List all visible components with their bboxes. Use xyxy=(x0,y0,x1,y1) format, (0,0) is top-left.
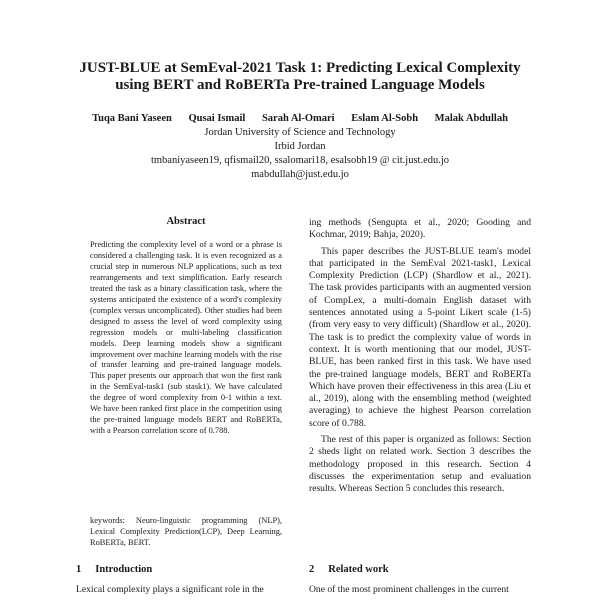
affiliation: Jordan University of Science and Technology xyxy=(204,127,396,138)
title-line-2: using BERT and RoBERTa Pre-trained Language Models xyxy=(115,77,485,93)
related-work-text: One of the most prominent challenges in the current xyxy=(309,584,509,595)
emails-line-2: mabdullah@just.edu.jo xyxy=(251,169,349,180)
author-list xyxy=(40,112,560,125)
section-number: 2 xyxy=(309,564,315,575)
section-number: 1 xyxy=(76,564,82,575)
section-heading-introduction xyxy=(76,564,152,575)
continuation-text: ing methods (Sengupta et al., 2020; Gooding and Kochmar, 2019; Bahja, 2020). xyxy=(309,217,531,241)
author: Tuqa Bani Yaseen xyxy=(92,113,172,124)
author: Malak Abdullah xyxy=(434,113,508,124)
paragraph: The rest of this paper is organized as follows: Section 2 sheds light on related work. Section 3 describes the methodology proposed in this research. Section 4 discusses the experimentation setup and evaluation results. Whereas Section 5 concludes this research. xyxy=(309,434,531,495)
title-line-1: JUST-BLUE at SemEval-2021 Task 1: Predicting Lexical Complexity xyxy=(79,60,521,76)
paper-title xyxy=(60,60,540,94)
author: Eslam Al-Sobh xyxy=(351,113,419,124)
emails-line-1: tmbaniyaseen19, qfismail20, ssalomari18, esalsobh19 @ cit.just.edu.jo xyxy=(150,155,450,166)
author: Qusai Ismail xyxy=(188,113,246,124)
abstract-text: Predicting the complexity level of a word or a phrase is considered a challenging task. It is even recognized as a crucial step in numerous NLP applications, such as text rearrangements and text simplification. Early research treated the task as a binary classification task, where the systems anticipated the existence of a word's complexity (complex versus uncomplicated). Other studies had been designed to assess the level of word complexity using regression models or multi-labeling classification models. Deep learning models show a significant improvement over machine learning models with the rise of transfer learning and pre-trained language models. This paper presents our approach that won the first rank in the SemEval-task1 (sub stask1). We have calculated the degree of word complexity from 0-1 within a text. We have been ranked first place in the competition using the pre-trained language models BERT and RoBERTa, with a Pearson correlation score of 0.788. xyxy=(90,240,282,436)
introduction-text: Lexical complexity plays a significant role in the xyxy=(76,584,264,595)
paragraph: This paper describes the JUST-BLUE team's model that participated in the SemEval 2021-task1, Lexical Complexity Prediction (LCP) (Shardlow et al., 2021). The task provides participants with an augmented version of CompLex, a multi-domain English dataset with sentences annotated using a 5-point Likert scale (1-5) (from very easy to very difficult) (Shardlow et al., 2020). The task is to predict the complexity value of words in context. It is worth mentioning that our model, JUST-BLUE, has been ranked first in this task. We have used the pre-trained language models, BERT and RoBERTa Which have proven their effectiveness in this area (Liu et al., 2019), along with the ensembling method (weighted averaging) to achieve the highest Pearson correlation score of 0.788. xyxy=(309,245,531,429)
section-title: Related work xyxy=(328,564,389,575)
location: Irbid Jordan xyxy=(274,141,326,152)
author: Sarah Al-Omari xyxy=(261,113,335,124)
abstract-heading: Abstract xyxy=(166,216,206,227)
section-title: Introduction xyxy=(95,564,153,575)
right-column xyxy=(309,217,531,496)
section-heading-related-work xyxy=(309,564,389,575)
keywords: keywords: Neuro-linguistic programming (NLP), Lexical Complexity Prediction(LCP), Deep Learning, RoBERTa, BERT. xyxy=(90,516,282,547)
